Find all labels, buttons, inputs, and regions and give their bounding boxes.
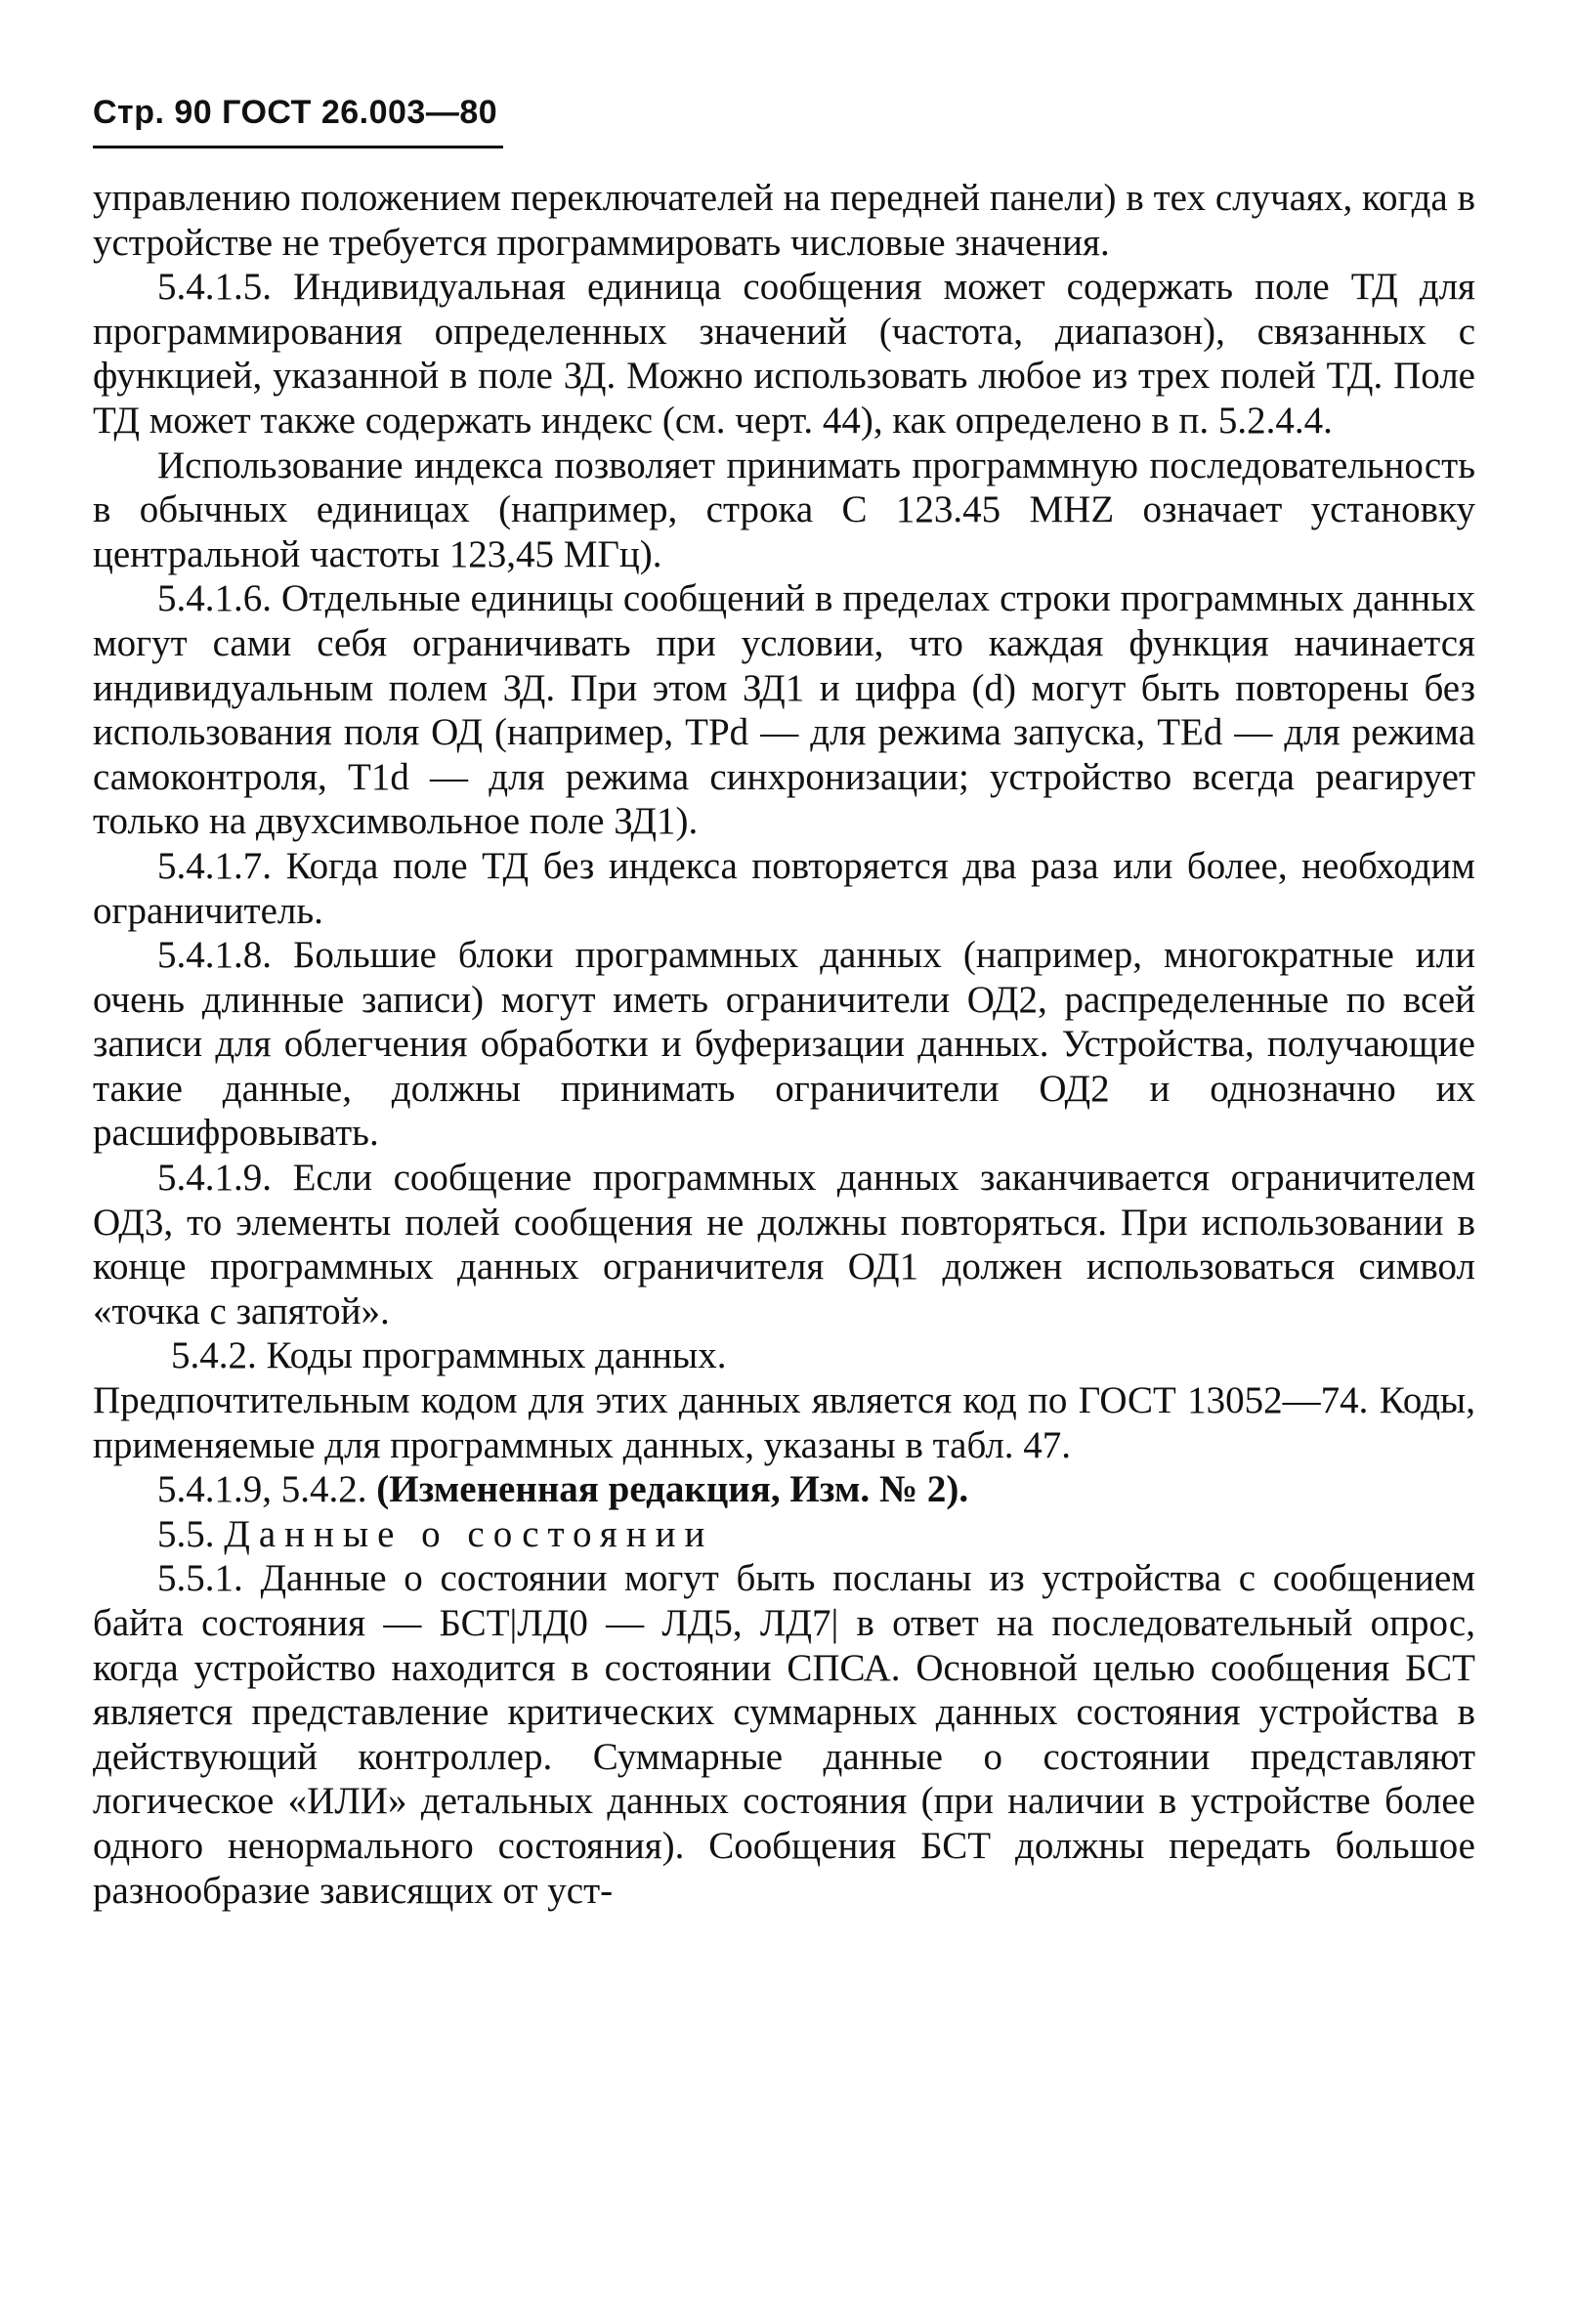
paragraph-5-4-1-8: 5.4.1.8. Большие блоки программных данных (например, многократные или очень длинные записи) могут иметь ограничители ОД2, распределенные по всей записи для облегчения обработки и буферизации данных. Устройства, получающие такие данные, должны принимать ограничители ОД2 и однозначно их расшифровывать. (93, 934, 1475, 1155)
paragraph-5-4-1-5: 5.4.1.5. Индивидуальная единица сообщения может содержать поле ТД для программирования определенных значений (частота, диапазон), связанных с функцией, указанной в поле ЗД. Можно использовать любое из трех полей ТД. Поле ТД может также содержать индекс (см. черт. 44), как определено в п. 5.2.4.4. (93, 266, 1475, 442)
paragraph-5-4-1-6: 5.4.1.6. Отдельные единицы сообщений в пределах строки программных данных могут сами себя ограничивать при условии, что каждая функция начинается индивидуальным полем ЗД. При этом ЗД1 и цифра (d) могут быть повторены без использования поля ОД (например, TPd — для режима запуска, TEd — для режима самоконтроля, T1d — для режима синхронизации; устройство всегда реагирует только на двухсимвольное поле ЗД1). (93, 577, 1475, 843)
section-title: Данные о состоянии (224, 1512, 714, 1555)
paragraph-5-4-1-7: 5.4.1.7. Когда поле ТД без индекса повторяется два раза или более, необходим ограничитель. (93, 844, 1475, 932)
paragraph-5-4-1-9: 5.4.1.9. Если сообщение программных данных заканчивается ограничителем ОД3, то элементы полей сообщения не должны повторяться. При использовании в конце программных данных ограничителя ОД1 должен использоваться символ «точка с запятой». (93, 1157, 1475, 1332)
paragraph-amendment-note (93, 1467, 1475, 1512)
section-number: 5.5. (157, 1512, 225, 1555)
paragraph-5-4-2: 5.4.2. Коды программных данных. (171, 1334, 727, 1377)
amendment-bold-text: (Измененная редакция, Изм. № 2). (376, 1468, 969, 1511)
document-page (93, 93, 1475, 1913)
paragraph-preferred-code: Предпочтительным кодом для этих данных является код по ГОСТ 13052—74. Коды, применяемые для программных данных, указаны в табл. 47. (93, 1379, 1475, 1466)
section-heading-5-5 (93, 1512, 1475, 1557)
paragraph-index-usage: Использование индекса позволяет принимать программную последовательность в обычных единицах (например, строка С 123.45 MHZ означает установку центральной частоты 123,45 МГц). (93, 444, 1475, 575)
document-body (93, 176, 1475, 1913)
amendment-prefix: 5.4.1.9, 5.4.2. (157, 1468, 377, 1511)
paragraph-5-5-1: 5.5.1. Данные о состоянии могут быть посланы из устройства с сообщением байта состояния — БСТ|ЛД0 — ЛД5, ЛД7| в ответ на последовательный опрос, когда устройство находится в состоянии СПСА. Основной целью сообщения БСТ является представление критических суммарных данных состояния устройства в действующий контроллер. Суммарные данные о состоянии представляют логическое «ИЛИ» детальных данных состояния (при наличии в устройстве более одного ненормального состояния). Сообщения БСТ должны передать большое разнообразие зависящих от уст- (93, 1557, 1475, 1912)
paragraph-continuation: управлению положением переключателей на передней панели) в тех случаях, когда в устройстве не требуется программировать числовые значения. (93, 177, 1475, 264)
page-header: Стр. 90 ГОСТ 26.003—80 (93, 93, 503, 148)
